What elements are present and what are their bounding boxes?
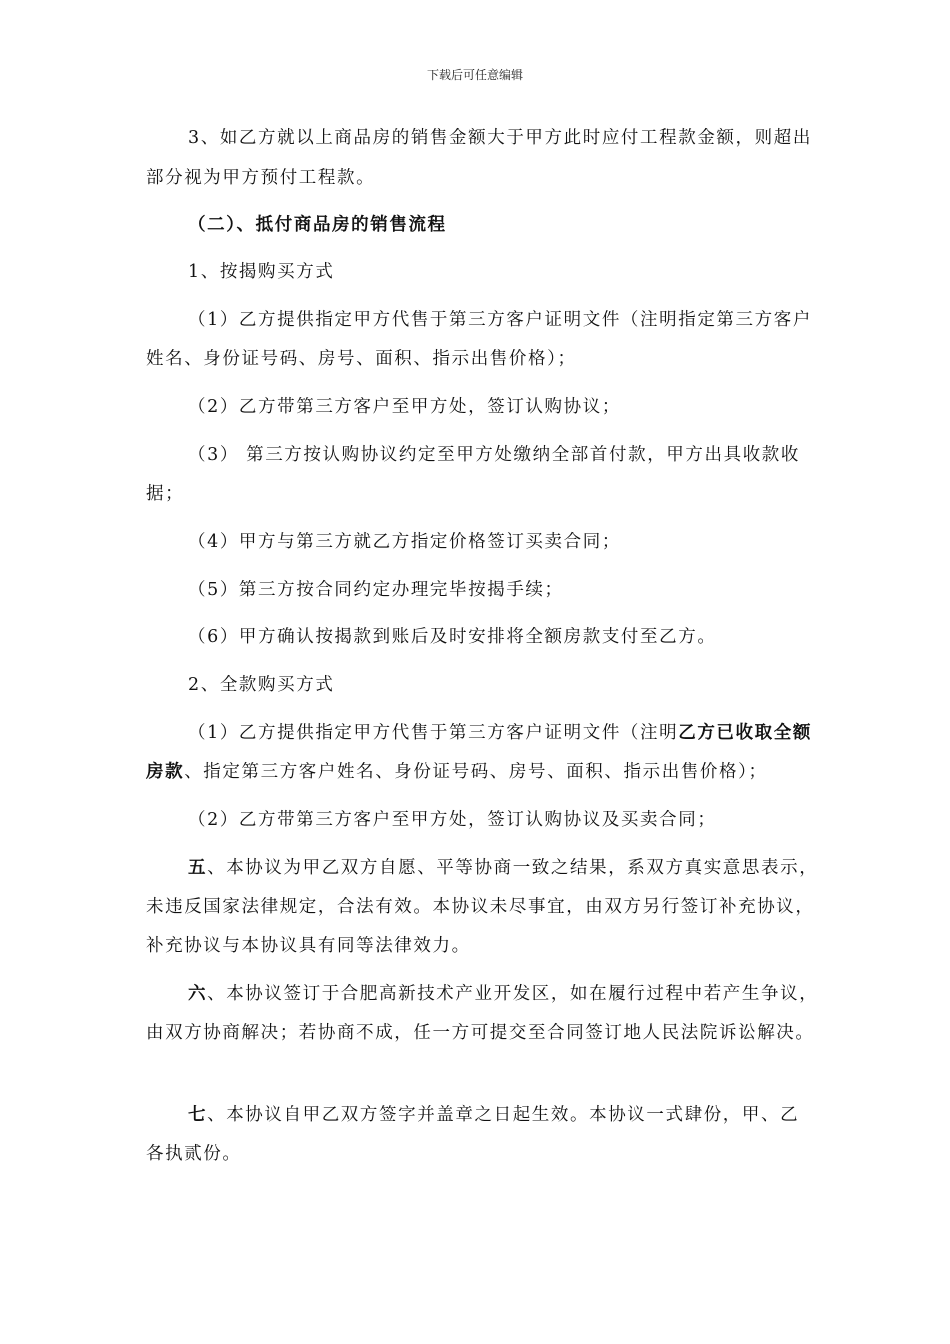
mortgage-purchase-heading: 1、按揭购买方式 [188,262,335,282]
full-payment-step-1-text: （1）乙方提供指定甲方代售于第三方客户证明文件（注明 [188,723,679,743]
article-7-line-1 [188,1097,852,1133]
full-payment-emphasis: 乙方已收取全额 [678,723,812,743]
article-5-line-3: 补充协议与本协议具有同等法律效力。 [146,936,471,956]
full-payment-step-1-line-2 [146,754,810,790]
mortgage-step-3-line-2: 据； [146,484,185,504]
section-heading-sales-process: （二）、抵付商品房的销售流程 [188,215,447,235]
article-5-number: 五 [188,858,208,878]
mortgage-step-1-line-2: 姓名、身份证号码、房号、面积、指示出售价格）； [146,349,577,369]
article-7-number: 七 [188,1105,208,1125]
article-6-number: 六 [188,984,208,1004]
mortgage-step-2: （2）乙方带第三方客户至甲方处，签订认购协议； [188,397,621,417]
full-payment-step-2: （2）乙方带第三方客户至甲方处，签订认购协议及买卖合同； [188,810,717,830]
article-6-line-2: 由双方协商解决；若协商不成，任一方可提交至合同签订地人民法院诉讼解决。 [146,1023,815,1043]
article-7-line-2: 各执贰份。 [146,1144,242,1164]
full-payment-heading: 2、全款购买方式 [188,675,335,695]
article-5-line-1 [188,850,852,886]
article-7-text: 、本协议自甲乙双方签字并盖章之日起生效。本协议一式肆份，甲、乙 [207,1105,800,1125]
clause-3-line-2: 部分视为甲方预付工程款。 [146,168,376,188]
mortgage-step-1-line-1: （1）乙方提供指定甲方代售于第三方客户证明文件（注明指定第三方客户 [188,310,812,330]
full-payment-step-1-line-1 [188,715,852,751]
mortgage-step-6: （6）甲方确认按揭款到账后及时安排将全额房款支付至乙方。 [188,627,717,647]
article-6-line-1 [188,976,852,1012]
page-header: 下载后可任意编辑 [426,68,523,82]
full-payment-emphasis-cont: 房款 [146,762,185,782]
article-5-text: 、本协议为甲乙双方自愿、平等协商一致之结果，系双方真实意思表示， [207,858,819,878]
mortgage-step-4: （4）甲方与第三方就乙方指定价格签订买卖合同； [188,532,621,552]
article-6-text: 、本协议签订于合肥高新技术产业开发区，如在履行过程中若产生争议， [207,984,819,1004]
clause-3-line-1: 3、如乙方就以上商品房的销售金额大于甲方此时应付工程款金额，则超出 [188,128,812,148]
full-payment-step-1-rest: 、指定第三方客户姓名、身份证号码、房号、面积、指示出售价格）； [184,762,768,782]
mortgage-step-5: （5）第三方按合同约定办理完毕按揭手续； [188,580,564,600]
article-5-line-2: 未违反国家法律规定，合法有效。本协议未尽事宜，由双方另行签订补充协议， [146,897,815,917]
mortgage-step-3-line-1: （3） 第三方按认购协议约定至甲方处缴纳全部首付款，甲方出具收款收 [188,445,800,465]
